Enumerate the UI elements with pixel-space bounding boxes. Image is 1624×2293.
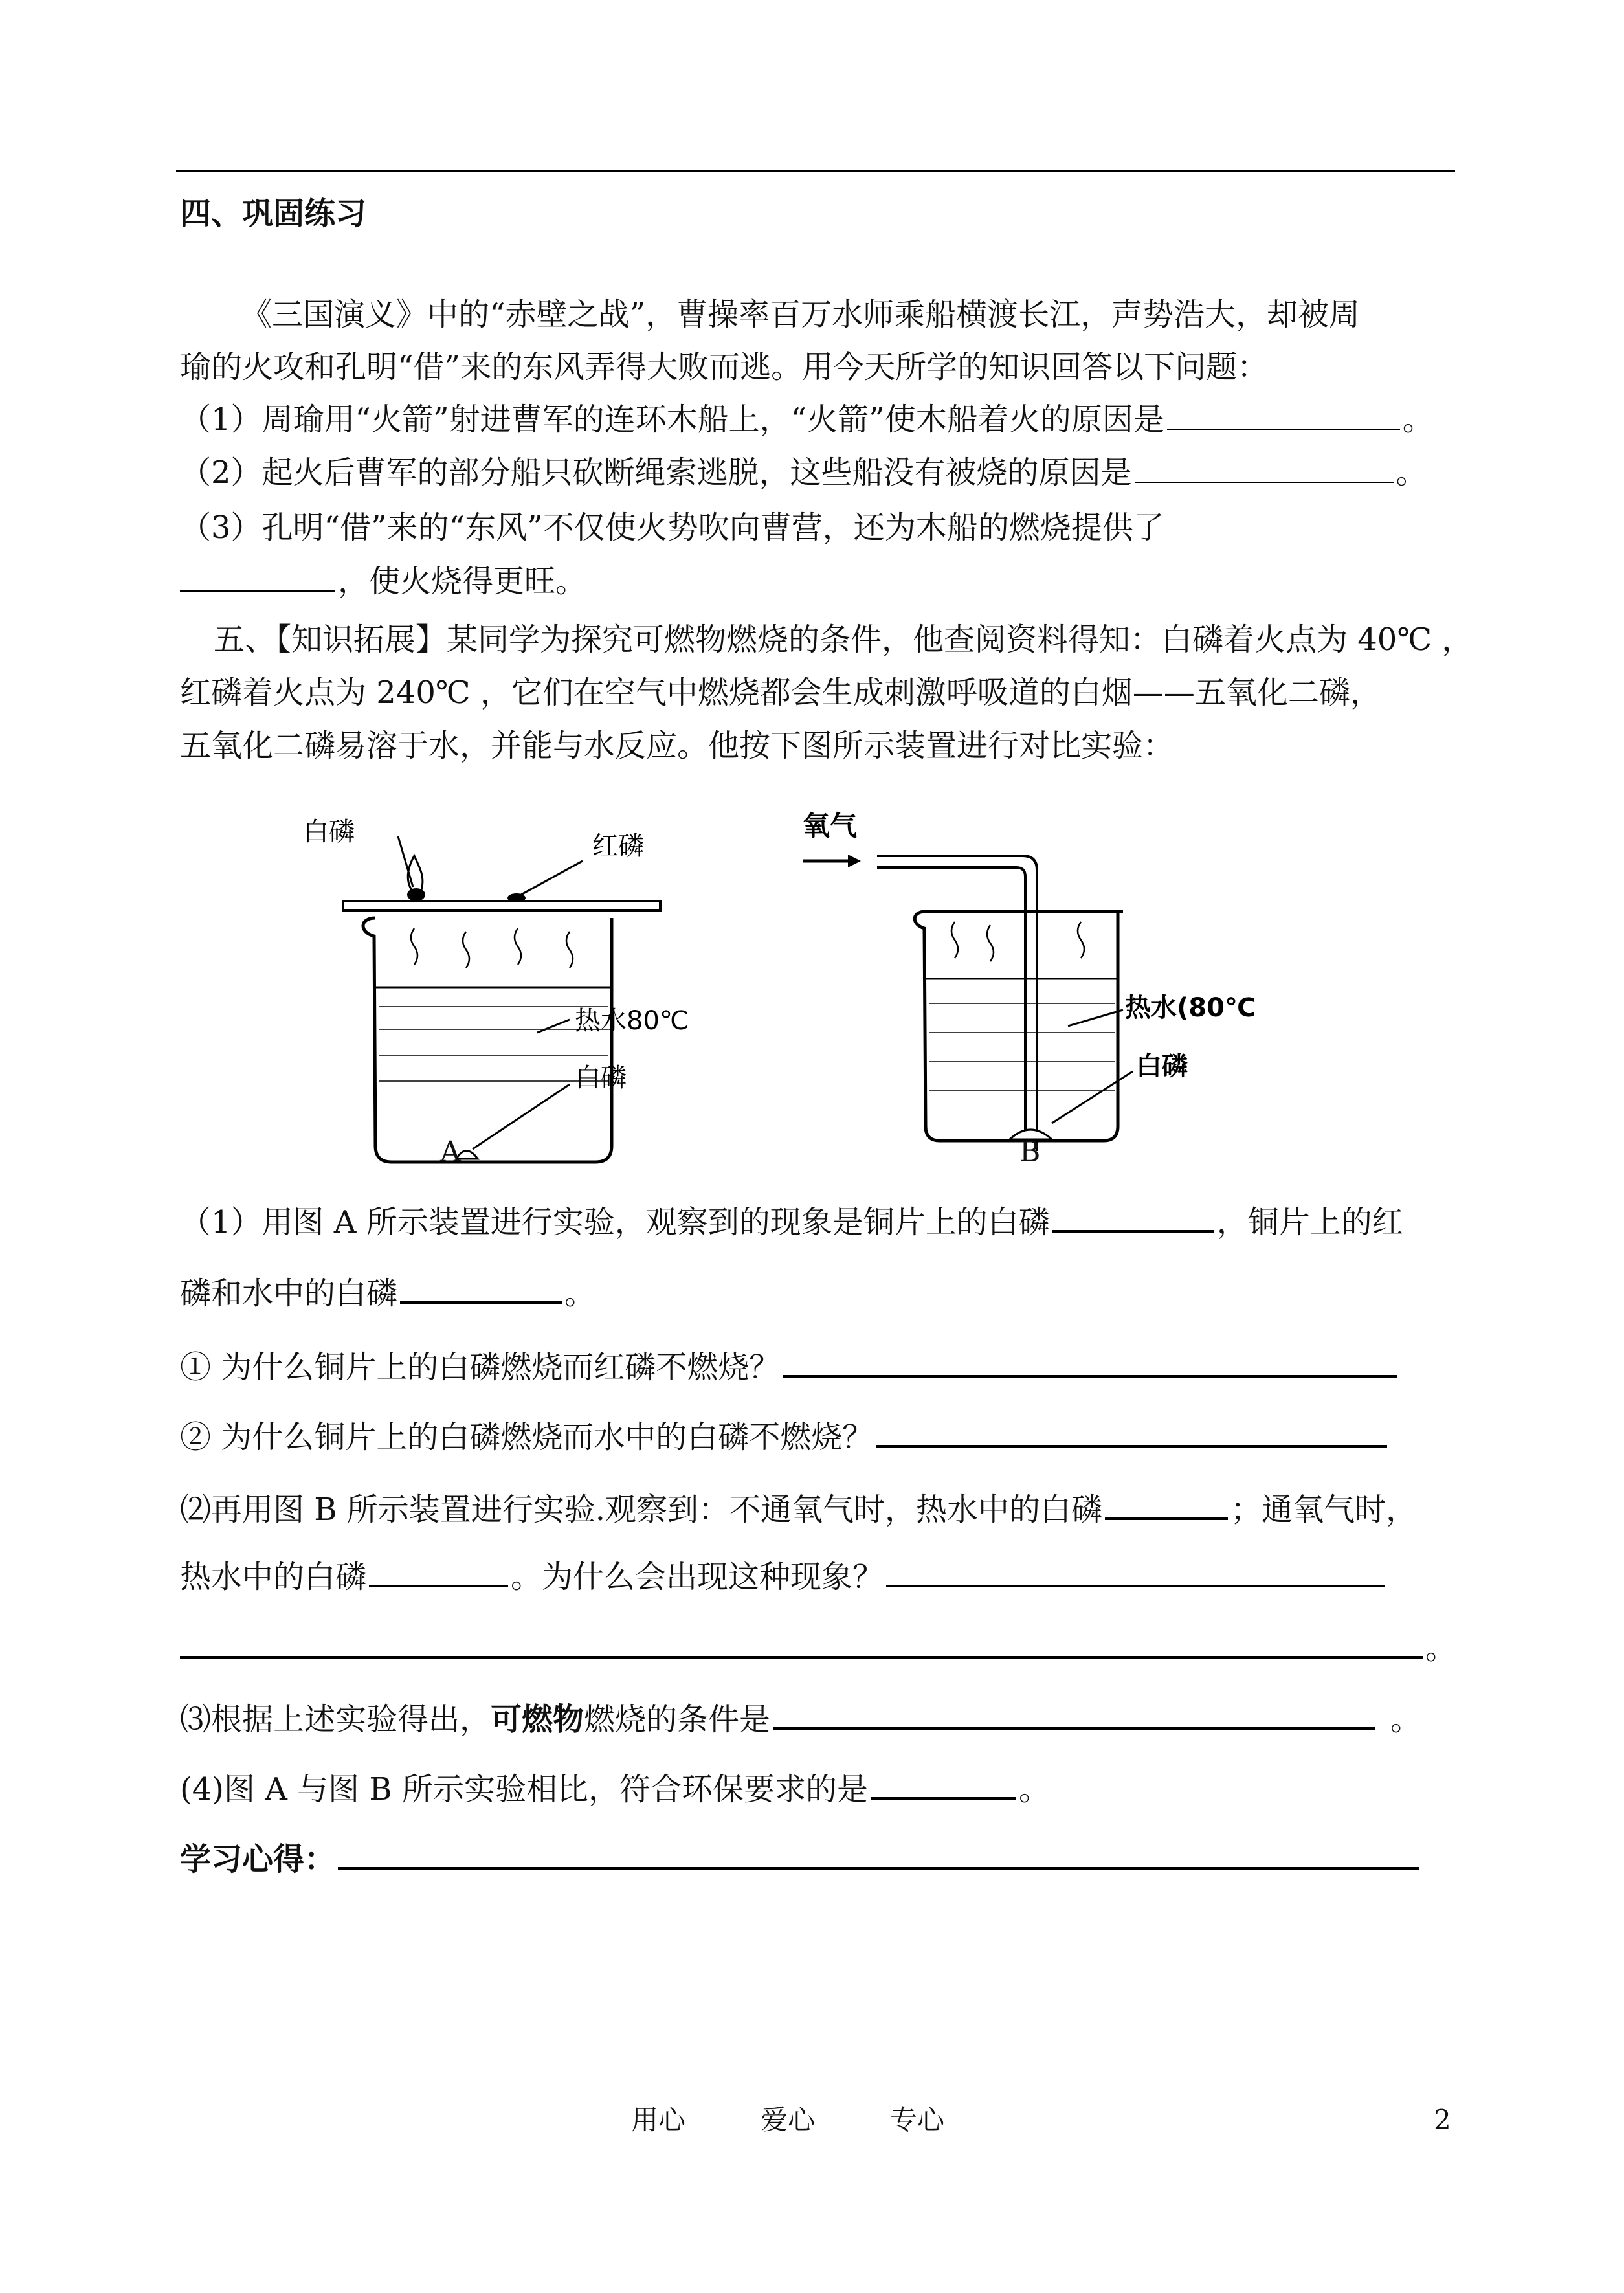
answer-blank-p2-2[interactable] [369,1556,508,1587]
part-1-text-a: （1）用图 A 所示装置进行实验，观察到的现象是铜片上的白磷 [180,1204,1050,1240]
white-phosphorus-top-icon [407,888,425,901]
question-2-end: 。 [1396,454,1427,491]
beaker-a [363,918,612,1162]
study-notes-label: 学习心得： [180,1841,336,1877]
figure-a [298,809,751,1172]
header-rule [176,170,1455,172]
answer-blank-q3[interactable] [180,562,335,592]
intro-line-2: 瑜的火攻和孔明“借”来的东风弄得大败而逃。用今天所学的知识回答以下问题： [180,349,1269,385]
part-1-text-c: 磷和水中的白磷 [180,1275,398,1312]
answer-blank-p2-3[interactable] [886,1556,1385,1587]
label-white-p-b: 白磷 [1136,1051,1188,1081]
question-3-line-2 [180,562,586,601]
section5-intro-1: 五、【知识拓展】某同学为探究可燃物燃烧的条件，他查阅资料得知：白磷着火点为 40℃ ， [214,621,1473,658]
label-hot-water-b: 热水(80℃ [1125,993,1256,1023]
question-2-text: （2）起火后曹军的部分船只砍断绳索逃脱，这些船没有被烧的原因是 [180,454,1132,491]
answer-blank-sub2[interactable] [876,1416,1387,1448]
beaker-b [915,912,1118,1141]
answer-blank-p2-4[interactable] [180,1627,1423,1659]
intro-line-1: 《三国演义》中的“赤壁之战”，曹操率百万水师乘船横渡长江，声势浩大，却被周 [241,296,1361,333]
figure-b [796,803,1256,1126]
footer-word-3: 专心 [890,2104,945,2136]
part-3-text-b: 燃烧的条件是 [584,1701,771,1738]
copper-plate [343,901,660,910]
part-2-line-2 [180,1556,1387,1596]
answer-blank-p4[interactable] [871,1769,1016,1800]
part-3 [180,1699,1421,1739]
answer-blank-q2[interactable] [1135,453,1394,483]
part-2-text-b: ；通氧气时， [1230,1492,1418,1528]
answer-blank-sub1[interactable] [783,1347,1397,1378]
page-number: 2 [1434,2104,1451,2136]
part-3-bold: 可燃物 [491,1701,584,1738]
part-2-line-1 [180,1489,1417,1529]
footer-word-1: 用心 [631,2104,686,2136]
part-1-line-2 [180,1273,595,1313]
answer-blank-study-notes[interactable] [338,1839,1419,1870]
section-title-4: 四、巩固练习 [180,196,367,232]
figure-b-drawing [796,803,1256,1126]
part-3-text-a: ⑶根据上述实验得出， [180,1701,491,1738]
label-red-p: 红磷 [592,831,644,861]
sub-question-2 [180,1416,1390,1457]
part-1-line-1 [180,1202,1403,1242]
label-pointer-red-p [521,861,583,895]
label-hot-water-a: 热水80℃ [575,1006,689,1036]
question-1-text: （1）周瑜用“火箭”射进曹军的连环木船上，“火箭”使木船着火的原因是 [180,401,1164,438]
answer-blank-p1-2[interactable] [400,1273,562,1304]
answer-blank-p2-1[interactable] [1105,1489,1228,1520]
sub-question-2-text: ② 为什么铜片上的白磷燃烧而水中的白磷不燃烧？ [180,1419,874,1455]
part-3-end: 。 [1390,1701,1422,1738]
question-1 [180,400,1434,439]
question-3-line-1: （3）孔明“借”来的“东风”不仅使火势吹向曹营，还为木船的燃烧提供了 [180,509,1164,546]
part-2-end: 。 [1425,1630,1457,1666]
question-3-end: ，使火烧得更旺。 [338,563,587,599]
part-2-text-a: ⑵再用图 B 所示装置进行实验.观察到：不通氧气时，热水中的白磷 [180,1492,1103,1528]
part-4 [180,1769,1050,1809]
section5-intro-3: 五氧化二磷易溶于水，并能与水反应。他按下图所示装置进行对比实验： [180,728,1175,764]
part-2-line-3 [180,1627,1456,1668]
section5-intro-2: 红磷着火点为 240℃ ，它们在空气中燃烧都会生成刺激呼吸道的白烟——五氧化二磷， [180,675,1381,711]
label-white-p-water: 白磷 [575,1063,627,1093]
part-4-text: (4)图 A 与图 B 所示实验相比，符合环保要求的是 [180,1771,868,1807]
footer-word-2: 爱心 [761,2104,816,2136]
figure-b-caption: B [1019,1135,1041,1169]
figure-a-drawing [298,809,751,1172]
sub-question-1 [180,1347,1400,1387]
part-1-text-b: ，铜片上的红 [1216,1204,1403,1240]
part-2-text-d: 。为什么会出现这种现象？ [511,1559,884,1595]
study-notes [180,1839,1421,1879]
answer-blank-p1-1[interactable] [1052,1202,1214,1233]
question-2 [180,453,1427,492]
question-1-end: 。 [1402,401,1434,438]
answer-blank-p3[interactable] [773,1699,1375,1730]
part-4-end: 。 [1018,1771,1050,1807]
label-oxygen: 氧气 [803,810,858,842]
part-1-text-d: 。 [564,1275,596,1312]
sub-question-1-text: ① 为什么铜片上的白磷燃烧而红磷不燃烧？ [180,1349,781,1385]
label-white-p-top: 白磷 [303,817,355,847]
figure-a-caption: A [440,1135,461,1169]
part-2-text-c: 热水中的白磷 [180,1559,367,1595]
answer-blank-q1[interactable] [1167,400,1400,430]
